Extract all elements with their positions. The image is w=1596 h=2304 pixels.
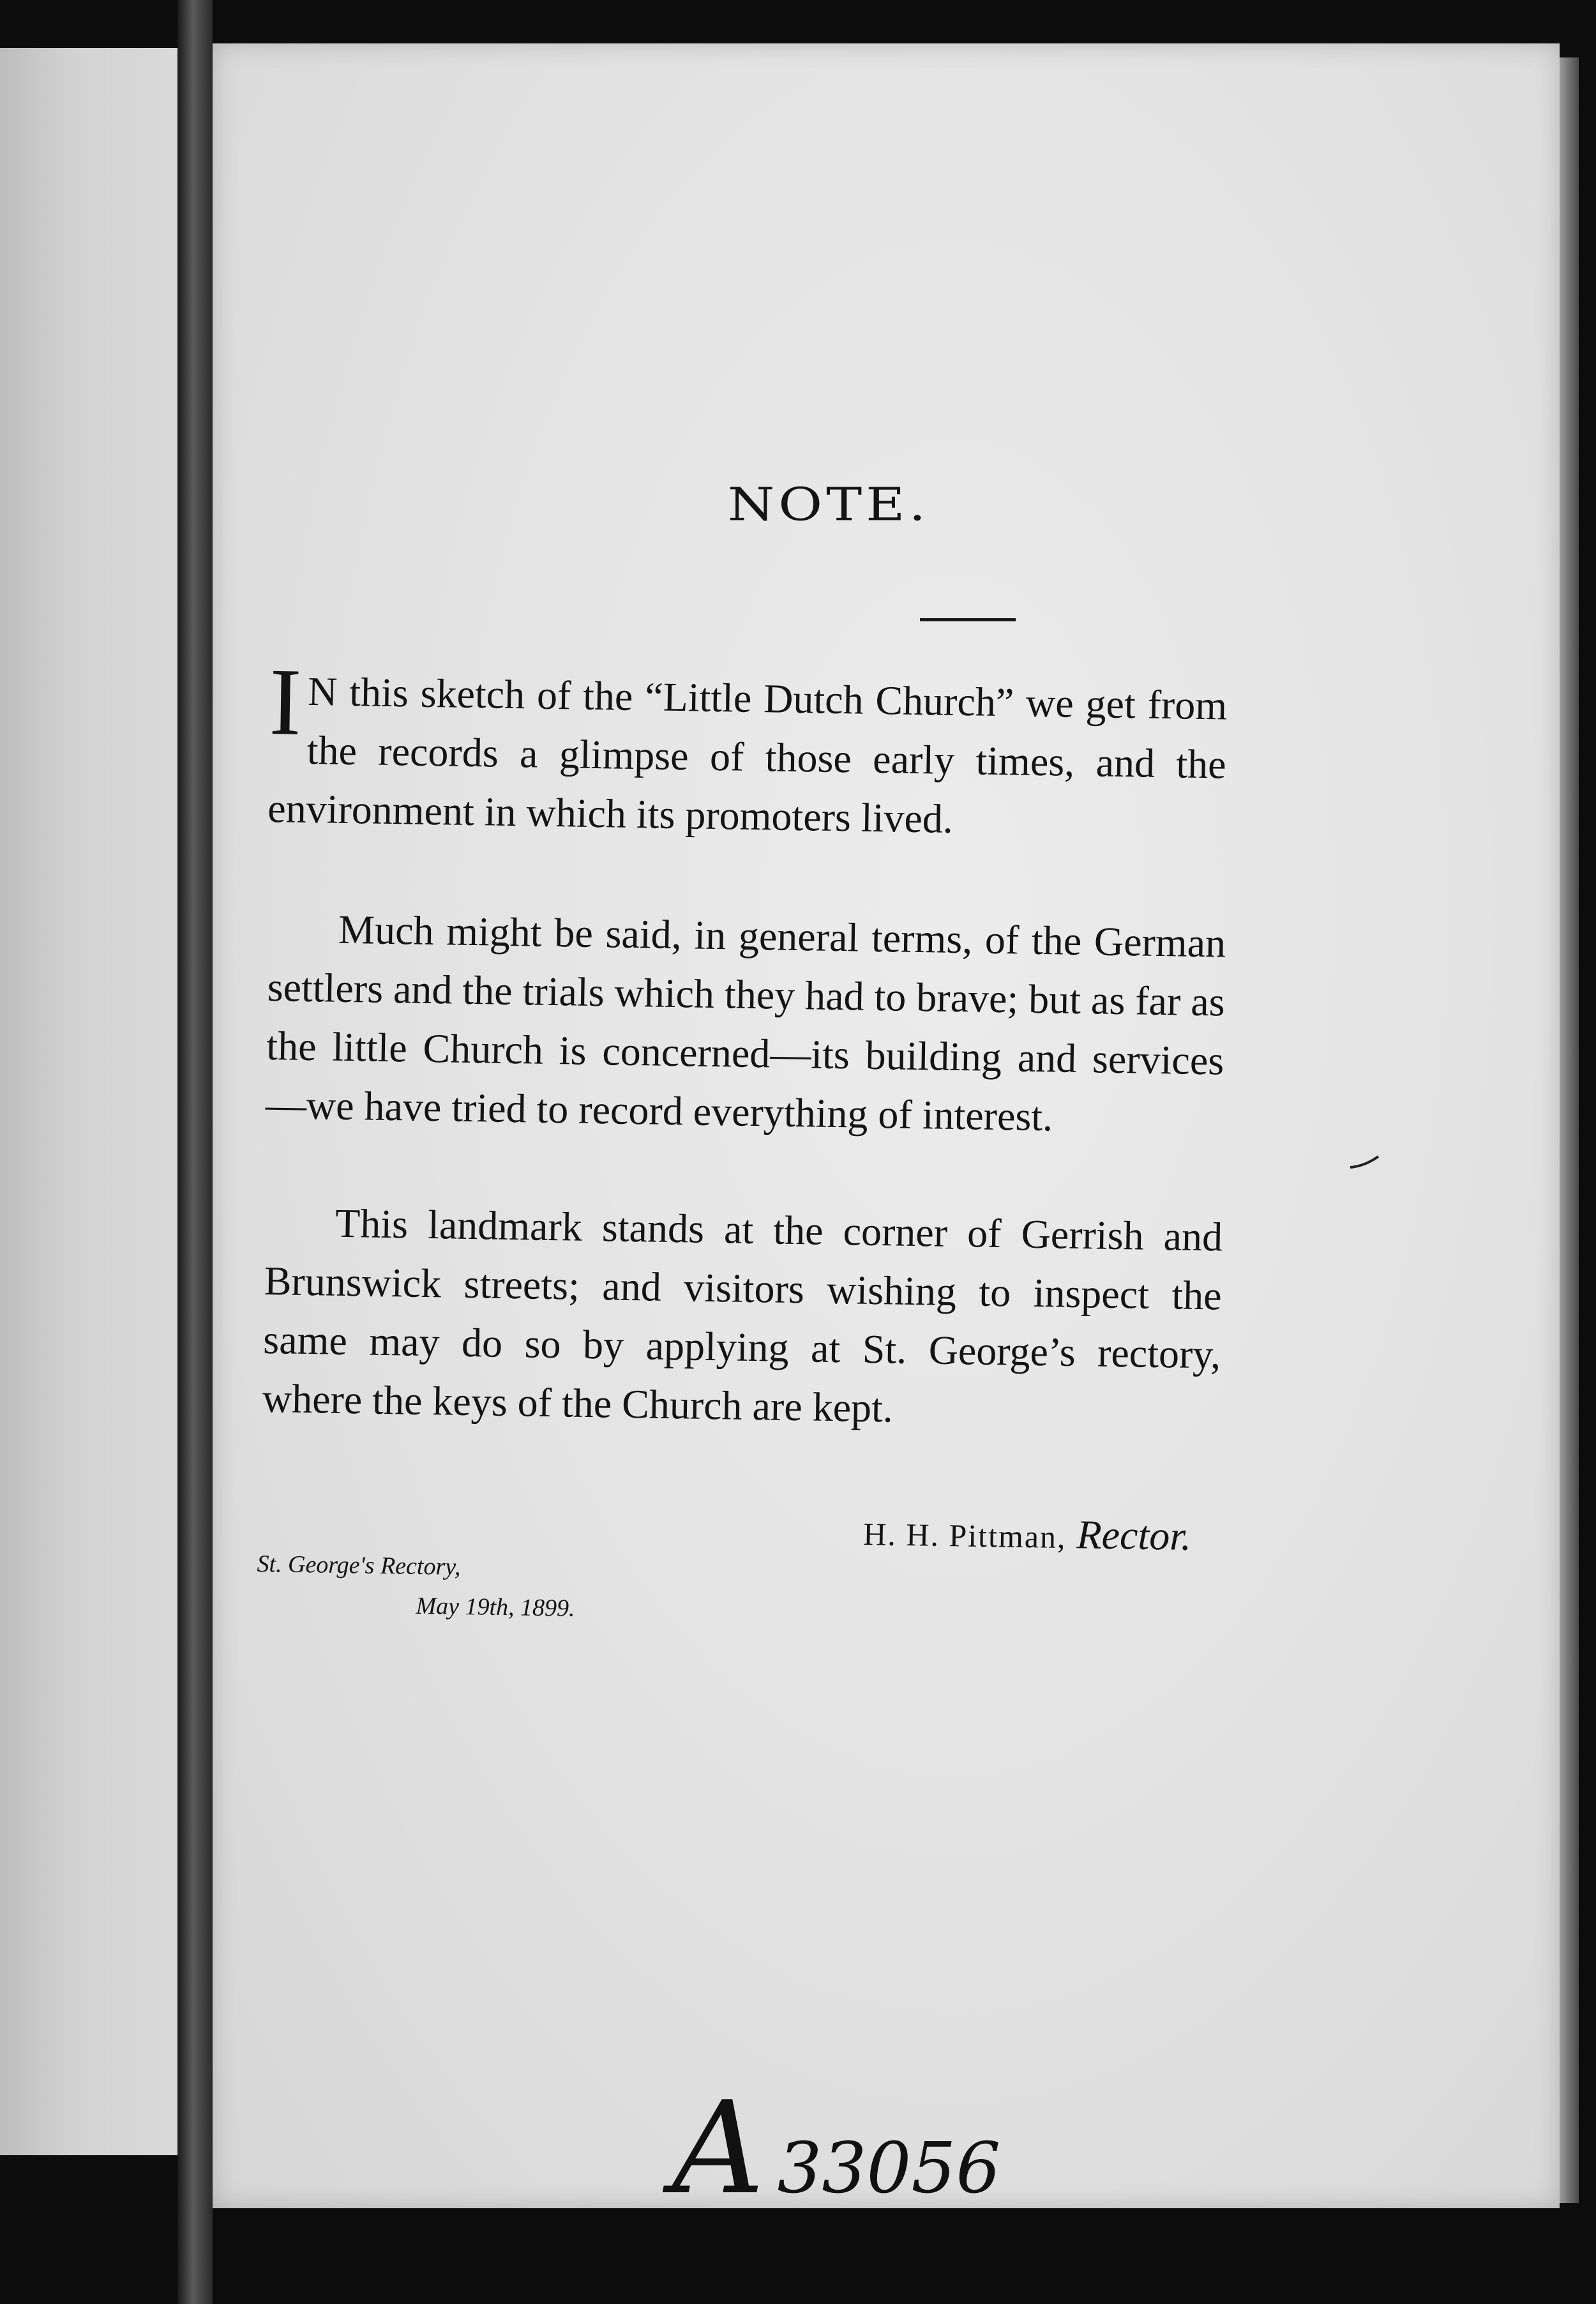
signature xyxy=(863,1506,1192,1565)
paragraph-3 xyxy=(262,1193,1223,1443)
drop-cap: I xyxy=(268,649,303,755)
title-divider xyxy=(920,618,1016,621)
facing-page-edge xyxy=(0,48,177,2155)
dateline-place: St. George's Rectory, xyxy=(257,1550,461,1581)
page-right-edge xyxy=(1560,57,1579,2203)
accession-letter: A xyxy=(672,2074,765,2223)
document-page xyxy=(213,43,1560,2223)
paragraph-2-text: Much might be said, in general terms, of the German settlers and the trials which they had to brave; but as far as the little Church is concerned—its building and services—we have tried to record everything of interest. xyxy=(265,906,1226,1140)
accession-number: 33056 xyxy=(777,2127,1001,2209)
signature-role: Rector. xyxy=(1076,1512,1192,1559)
dateline-date: May 19th, 1899. xyxy=(416,1592,575,1622)
dateline xyxy=(256,1544,576,1628)
pencil-tick-mark xyxy=(1349,1155,1381,1170)
paragraph-1-text: N this sketch of the “Little Dutch Church” we get from the records a glimpse of those early times, and the environment in which its promoters lived. xyxy=(267,668,1228,842)
page-title: NOTE. xyxy=(727,478,930,531)
book-gutter xyxy=(177,0,213,2304)
paragraph-2 xyxy=(265,899,1226,1149)
paragraph-1 xyxy=(267,649,1228,853)
signature-name: H. H. Pittman, xyxy=(862,1515,1067,1555)
paragraph-3-text: This landmark stands at the corner of Gerrish and Brunswick streets; and visitors wishing to inspect the same may do so by applying at St. George’s rectory, where the keys of the Church are kept. xyxy=(262,1200,1223,1431)
handwritten-accession-number xyxy=(672,2074,1000,2223)
